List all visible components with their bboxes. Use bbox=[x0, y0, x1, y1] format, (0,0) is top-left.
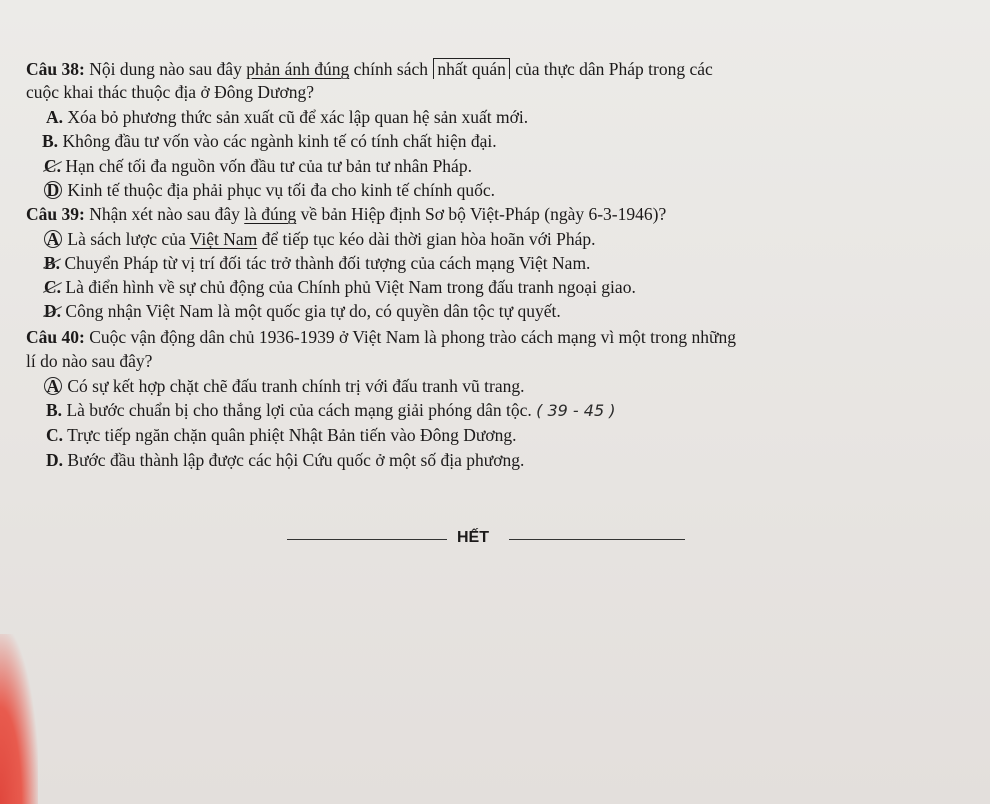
q40-option-a bbox=[44, 375, 525, 397]
option-key-crossed: D. bbox=[44, 301, 62, 321]
option-key: D. bbox=[46, 450, 64, 470]
red-edge-stain bbox=[0, 634, 38, 804]
option-key-crossed: C. bbox=[44, 277, 62, 297]
end-rule-left bbox=[287, 539, 447, 540]
q40-option-d bbox=[46, 449, 524, 471]
option-text: Trực tiếp ngăn chặn quân phiệt Nhật Bản tiến vào Đông Dương. bbox=[63, 425, 517, 445]
option-key-crossed: C. bbox=[44, 156, 62, 176]
option-text: Là bước chuẩn bị cho thắng lợi của cách mạng giải phóng dân tộc. bbox=[62, 400, 532, 420]
q38-option-b bbox=[42, 130, 497, 152]
q38-stem-text-end: của thực dân Pháp trong các bbox=[510, 59, 713, 79]
option-text: Không đầu tư vốn vào các ngành kinh tế có tính chất hiện đại. bbox=[58, 131, 497, 151]
q40-stem-line-2: lí do nào sau đây? bbox=[26, 351, 153, 371]
q38-option-a bbox=[46, 106, 528, 128]
option-key: A. bbox=[46, 107, 64, 127]
q38-option-d bbox=[44, 179, 495, 201]
q40-label: Câu 40: bbox=[26, 327, 85, 347]
option-key-circled: A bbox=[44, 377, 62, 395]
option-text: Xóa bỏ phương thức sản xuất cũ để xác lập quan hệ sản xuất mới. bbox=[63, 107, 529, 127]
handwritten-note: ( 39 - 45 ) bbox=[536, 401, 616, 420]
q39-stem-text: Nhận xét nào sau đây bbox=[84, 204, 245, 224]
q38-stem-text: Nội dung nào sau đây bbox=[89, 59, 247, 79]
option-key-crossed: B. bbox=[44, 253, 61, 273]
q38-stem-line-2: cuộc khai thác thuộc địa ở Đông Dương? bbox=[26, 82, 314, 102]
option-text: Là điển hình về sự chủ động của Chính phủ Việt Nam trong đấu tranh ngoại giao. bbox=[61, 277, 636, 297]
q38-boxed-phrase: nhất quán bbox=[433, 58, 510, 79]
q40-option-b bbox=[46, 399, 615, 422]
option-key-circled: A bbox=[44, 230, 62, 248]
q39-option-c bbox=[44, 276, 636, 298]
option-key: C. bbox=[46, 425, 64, 445]
end-label: HẾT bbox=[457, 529, 489, 546]
q38-stem-line-1 bbox=[26, 58, 713, 80]
option-text: Chuyển Pháp từ vị trí đối tác trở thành đối tượng của cách mạng Việt Nam. bbox=[60, 253, 591, 273]
q38-underlined-phrase: phản ánh đúng bbox=[246, 59, 350, 79]
option-key-circled: D bbox=[44, 181, 62, 199]
option-text: Có sự kết hợp chặt chẽ đấu tranh chính trị với đấu tranh vũ trang. bbox=[63, 376, 525, 396]
q39-underlined-phrase: là đúng bbox=[244, 204, 297, 224]
q38-label: Câu 38: bbox=[26, 59, 85, 79]
option-key: B. bbox=[42, 131, 59, 151]
q38-stem-text-mid: chính sách bbox=[349, 59, 433, 79]
q39-option-a bbox=[44, 228, 596, 250]
end-marker bbox=[287, 528, 687, 550]
q38-option-c bbox=[44, 155, 472, 177]
option-text: Công nhận Việt Nam là một quốc gia tự do, có quyền dân tộc tự quyết. bbox=[61, 301, 561, 321]
q39-stem-text-end: về bản Hiệp định Sơ bộ Việt-Pháp (ngày 6-3-1946)? bbox=[296, 204, 667, 224]
option-text: Kinh tế thuộc địa phải phục vụ tối đa cho kinh tế chính quốc. bbox=[63, 180, 496, 200]
q39-option-b bbox=[44, 252, 590, 274]
q39-stem bbox=[26, 203, 666, 225]
q40-stem-line-1 bbox=[26, 326, 736, 348]
option-text: Hạn chế tối đa nguồn vốn đầu tư của tư bản tư nhân Pháp. bbox=[61, 156, 472, 176]
option-key: B. bbox=[46, 400, 63, 420]
q40-stem-text: Cuộc vận động dân chủ 1936-1939 ở Việt Nam là phong trào cách mạng vì một trong những bbox=[84, 327, 736, 347]
q39-label: Câu 39: bbox=[26, 204, 85, 224]
end-rule-right bbox=[509, 539, 685, 540]
option-text: Bước đầu thành lập được các hội Cứu quốc ở một số địa phương. bbox=[63, 450, 525, 470]
option-text: Là sách lược của bbox=[63, 229, 190, 249]
option-text-underlined: Việt Nam bbox=[189, 229, 258, 249]
option-text-end: để tiếp tục kéo dài thời gian hòa hoãn với Pháp. bbox=[257, 229, 596, 249]
q39-option-d bbox=[44, 300, 561, 322]
q40-option-c bbox=[46, 424, 517, 446]
